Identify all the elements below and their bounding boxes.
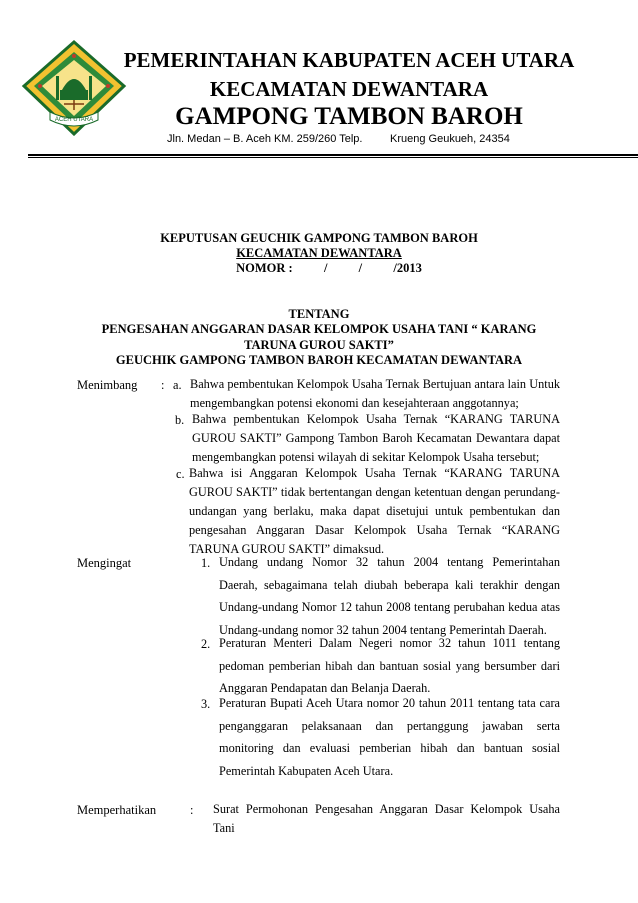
menimbang-marker-b: b. bbox=[175, 413, 185, 427]
letterhead-government: PEMERINTAHAN KABUPATEN ACEH UTARA bbox=[123, 48, 575, 72]
letterhead-address: Jln. Medan – B. Aceh KM. 259/260 Telp. bbox=[167, 133, 363, 145]
menimbang-marker-c: c. bbox=[176, 467, 185, 481]
mengingat-marker-3: 3. bbox=[201, 697, 211, 711]
mengingat-item-3: Peraturan Bupati Aceh Utara nomor 20 tahun 2011 tentang tata cara penganggaran pelaksanaan dan pertanggung jawaban serta monitoring dan evaluasi pemberian hibah dan bantuan sosial Pemerintah Kabupaten Aceh Utara. bbox=[219, 696, 560, 778]
mengingat-item-1: Undang undang Nomor 32 tahun 2004 tentang Pemerintahan Daerah, sebagaimana telah diubah beberapa kali terakhir dengan Undang-undang Nomor 12 tahun 2008 tentang perubahan kedua atas Undang-undang nomor 32 tahun 2004 tentang Pemerintah Daerah. bbox=[219, 555, 560, 637]
menimbang-marker-a: a. bbox=[173, 378, 182, 392]
header-rule-thin bbox=[28, 157, 638, 158]
memperhatikan-label: Memperhatikan bbox=[77, 803, 157, 817]
letterhead-city: Krueng Geukueh, 24354 bbox=[390, 133, 510, 145]
mengingat-marker-2: 2. bbox=[201, 637, 211, 651]
mengingat-marker-1: 1. bbox=[201, 556, 211, 570]
decree-title: KEPUTUSAN GEUCHIK GAMPONG TAMBON BAROH bbox=[160, 231, 478, 245]
mengingat-item-2: Peraturan Menteri Dalam Negeri nomor 32 tahun 1011 tentang pedoman pemberian hibah dan bantuan sosial yang bersumber dari Anggaran Pendapatan dan Belanja Daerah. bbox=[219, 636, 560, 695]
subject-line2: TARUNA GUROU SAKTI” bbox=[244, 338, 394, 352]
mengingat-label: Mengingat bbox=[77, 556, 132, 570]
letterhead-village: GAMPONG TAMBON BAROH bbox=[175, 103, 523, 130]
decree-district bbox=[0, 246, 638, 261]
subject-line3: GEUCHIK GAMPONG TAMBON BAROH KECAMATAN DEWANTARA bbox=[115, 353, 523, 367]
letterhead-district: KECAMATAN DEWANTARA bbox=[209, 77, 489, 101]
header-rule bbox=[28, 154, 638, 156]
memperhatikan-colon: : bbox=[190, 803, 194, 817]
decree-number: NOMOR : / / /2013 bbox=[236, 261, 422, 275]
menimbang-item-b: Bahwa pembentukan Kelompok Usaha Ternak “KARANG TARUNA GUROU SAKTI” Gampong Tambon Baroh Kecamatan Dewantara dapat mengembangkan potensi wilayah di sekitar Kelompok Usaha tersebut; bbox=[192, 412, 560, 464]
menimbang-label: Menimbang bbox=[77, 378, 138, 392]
subject-about: TENTANG bbox=[288, 307, 350, 321]
memperhatikan-text: Surat Permohonan Pengesahan Anggaran Dasar Kelompok Usaha Tani bbox=[213, 802, 560, 835]
decree-district-text: KECAMATAN DEWANTARA bbox=[236, 246, 402, 260]
menimbang-item-c: Bahwa isi Anggaran Kelompok Usaha Ternak “KARANG TARUNA GUROU SAKTI” tidak bertentangan dengan ketentuan dengan perundang-undangan yang berlaku, maka dapat disetujui untuk pembentukan dan pengesahan Anggaran Dasar Kelompok Usaha Ternak “KARANG TARUNA GUROU SAKTI” dimaksud. bbox=[189, 466, 560, 556]
menimbang-item-a: Bahwa pembentukan Kelompok Usaha Ternak Bertujuan antara lain Untuk mengembangkan potensi ekonomi dan kesejahteraan anggotannya; bbox=[190, 377, 560, 410]
subject-line1: PENGESAHAN ANGGARAN DASAR KELOMPOK USAHA TANI “ KARANG bbox=[101, 322, 537, 336]
menimbang-colon: : bbox=[161, 378, 165, 392]
svg-text:ACEH UTARA: ACEH UTARA bbox=[54, 117, 94, 123]
